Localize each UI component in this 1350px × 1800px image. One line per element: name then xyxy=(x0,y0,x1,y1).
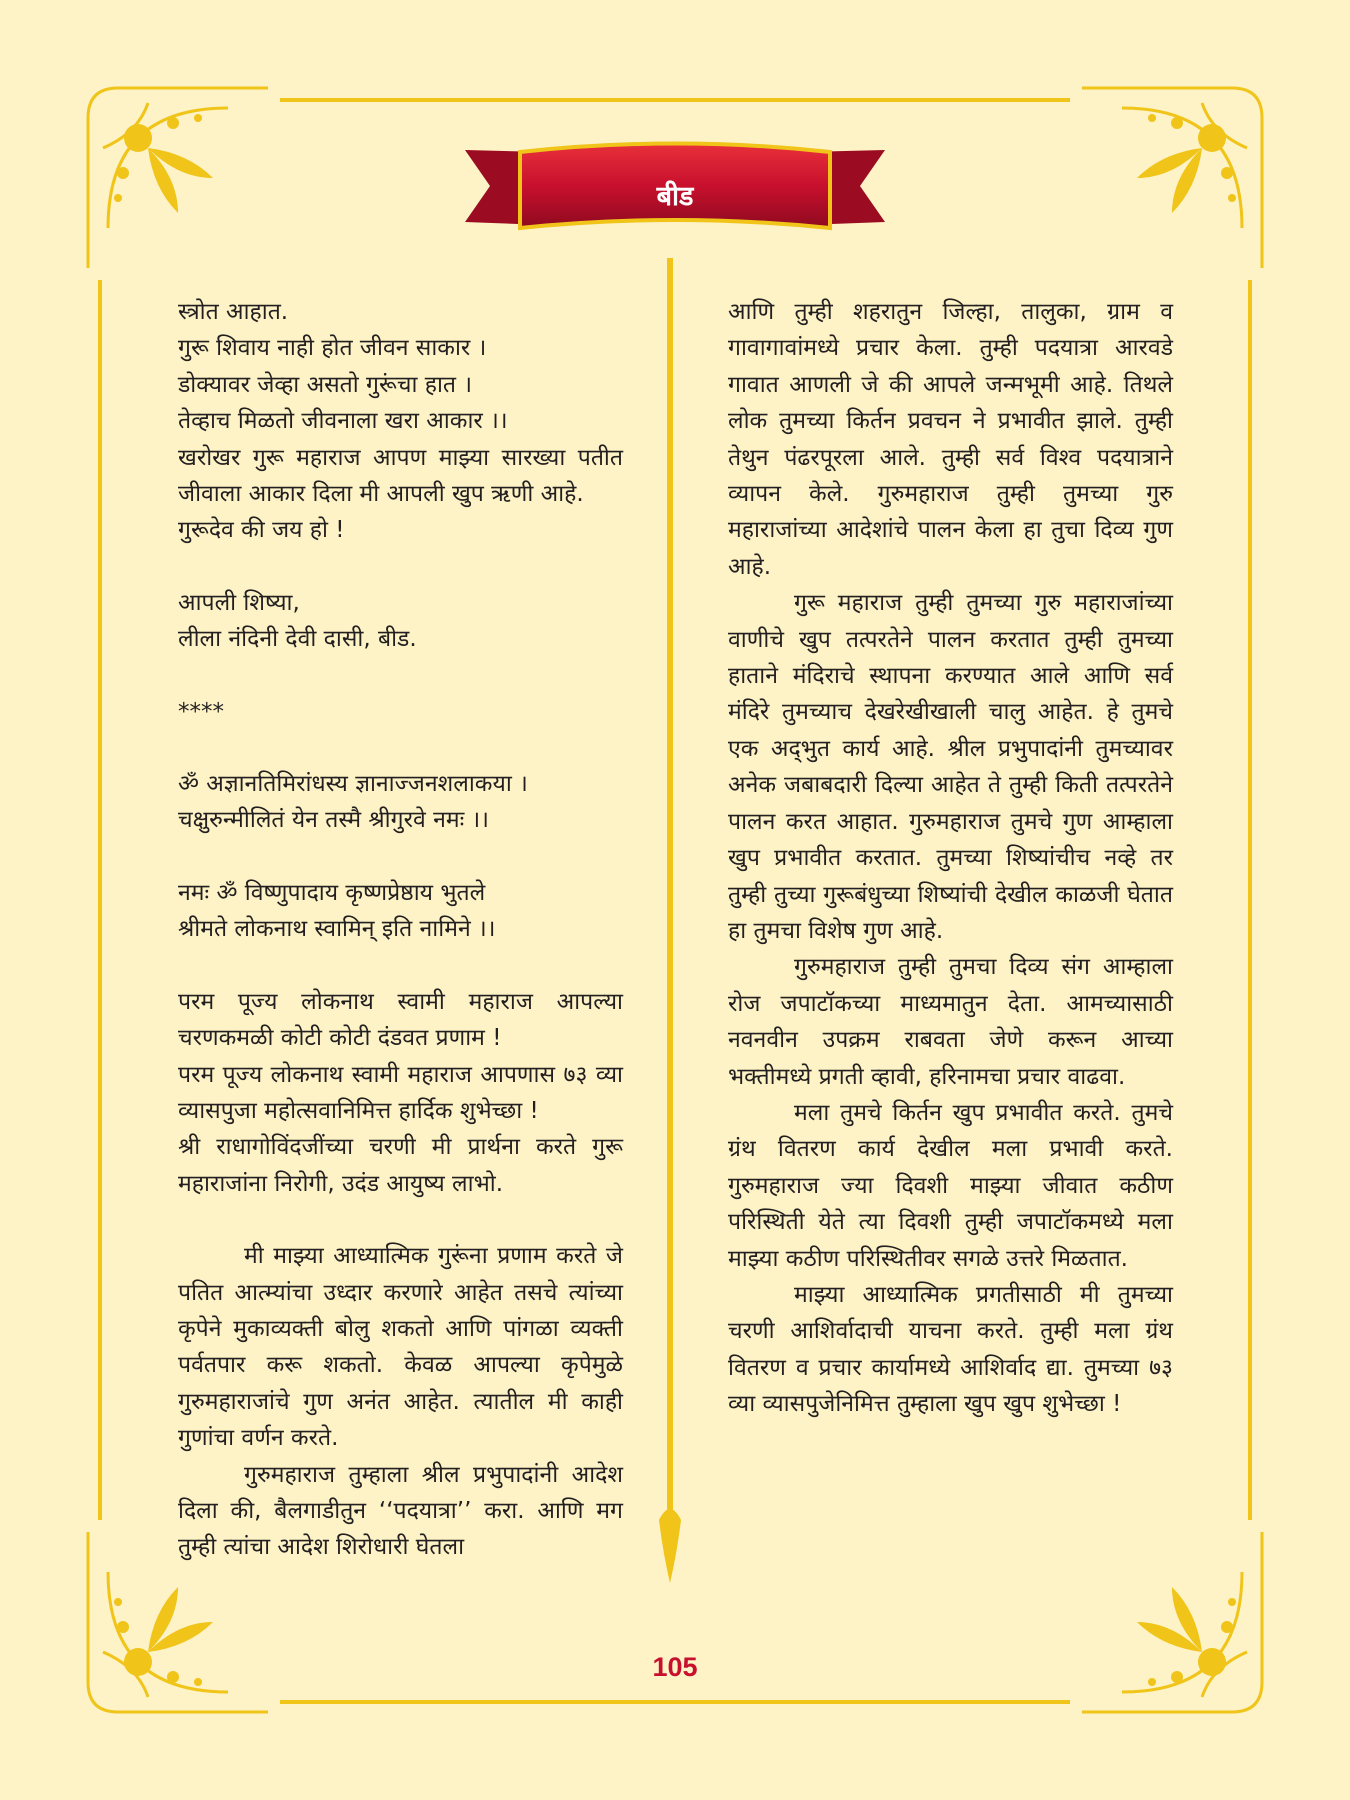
paragraph: खरोखर गुरू महाराज आपण माझ्या सारख्या पतीत जीवाला आकार दिला मी आपली खुप ऋणी आहे. xyxy=(178,444,623,508)
text-line: तेव्हाच मिळतो जीवनाला खरा आकार ।। xyxy=(178,408,508,435)
verse-line: चक्षुरुन्मीलितं येन तस्मै श्रीगुरवे नमः ।। xyxy=(178,807,489,834)
paragraph: माझ्या आध्यात्मिक प्रगतीसाठी मी तुमच्या चरणी आशिर्वादाची याचना करते. तुम्ही मला ग्रंथ वितरण व प्रचार कार्यामध्ये आशिर्वाद द्या. तुमच्या ७३ व्या व्यासपुजेनिमित्त तुम्हाला खुप खुप शुभेच्छा ! xyxy=(728,1281,1173,1418)
column-divider xyxy=(657,258,683,1588)
paragraph: परम पूज्य लोकनाथ स्वामी महाराज आपणास ७३ व्या व्यासपुजा महोत्सवानिमित्त हार्दिक शुभेच्छा ! xyxy=(178,1061,623,1124)
text-line: गुरू शिवाय नाही होत जीवन साकार । xyxy=(178,335,487,362)
signature-line: लीला नंदिनी देवी दासी, बीड. xyxy=(178,626,417,653)
verse-line: नमः ॐ विष्णुपादाय कृष्णप्रेष्ठाय भुतले xyxy=(178,879,486,906)
verse-line: ॐ अज्ञानतिमिरांधस्य ज्ञानाज्जनशलाकया । xyxy=(178,771,528,798)
left-column xyxy=(178,294,623,1566)
paragraph: श्री राधागोविंदजींच्या चरणी मी प्रार्थना करते गुरू महाराजांना निरोगी, उदंड आयुष्य लाभो. xyxy=(178,1134,623,1197)
corner-ornament-top-left xyxy=(78,78,278,278)
page-number: 105 xyxy=(652,1652,698,1682)
corner-ornament-bottom-right xyxy=(1072,1522,1272,1722)
frame-bottom-line xyxy=(280,1700,1070,1704)
paragraph: मी माझ्या आध्यात्मिक गुरूंना प्रणाम करते जे पतित आत्म्यांचा उध्दार करणारे आहेत तसचे त्यांच्या कृपेने मुकाव्यक्ती बोलु शकतो आणि पांगळा व्यक्ती पर्वतपार करू शकतो. केवळ आपल्या कृपेमुळे गुरुमहाराजांचे गुण अनंत आहेत. त्यातील मी काही गुणांचा वर्णन करते. xyxy=(178,1243,623,1452)
page-title: बीड xyxy=(656,181,694,212)
right-column xyxy=(728,294,1173,1423)
corner-ornament-top-right xyxy=(1072,78,1272,278)
signature-line: आपली शिष्या, xyxy=(178,589,300,616)
frame-top-line xyxy=(280,98,1070,102)
text-line: स्त्रोत आहात. xyxy=(178,299,289,325)
paragraph: गुरुमहाराज तुम्हाला श्रील प्रभुपादांनी आदेश दिला की, बैलगाडीतुन ‘‘पदयात्रा’’ करा. आणि मग तुम्ही त्यांचा आदेश शिरोधारी घेतला xyxy=(178,1461,623,1561)
paragraph: गुरुमहाराज तुम्ही तुमचा दिव्य संग आम्हाला रोज जपाटॉकच्या माध्यमातुन देता. आमच्यासाठी नवनवीन उपक्रम राबवता जेणे करून आच्या भक्तीमध्ये प्रगती व्हावी, हरिनामचा प्रचार वाढवा. xyxy=(728,954,1173,1090)
paragraph: मला तुमचे किर्तन खुप प्रभावीत करते. तुमचे ग्रंथ वितरण कार्य देखील मला प्रभावी करते. गुरुमहाराज ज्या दिवशी माझ्या जीवात कठीण परिस्थिती येते त्या दिवशी तुम्ही जपाटॉकमध्ये मला माझ्या कठीण परिस्थितीवर सगळे उत्तरे मिळतात. xyxy=(728,1099,1173,1272)
verse-line: श्रीमते लोकनाथ स्वामिन् इति नामिने ।। xyxy=(178,916,496,943)
frame-left-line xyxy=(98,280,102,1520)
paragraph: परम पूज्य लोकनाथ स्वामी महाराज आपल्या चरणकमळी कोटी कोटी दंडवत प्रणाम ! xyxy=(178,988,623,1052)
text-line: गुरूदेव की जय हो ! xyxy=(178,517,345,544)
section-separator: **** xyxy=(178,698,224,725)
paragraph: गुरू महाराज तुम्ही तुमच्या गुरु महाराजांच्या वाणीचे खुप तत्परतेने पालन करतात तुम्ही तुमच्या हाताने मंदिराचे स्थापना करण्यात आले आणि सर्व मंदिरे तुमच्याच देखरेखीखाली चालु आहेत. हे तुमचे एक अद्‌भुत कार्य आहे. श्रील प्रभुपादांनी तुमच्यावर अनेक जबाबदारी दिल्या आहेत ते तुम्ही किती तत्परतेने पालन करत आहात. गुरुमहाराज तुमचे गुण आम्हाला खुप प्रभावीत करतात. तुमच्या शिष्यांचीच नव्हे तर तुम्ही तुच्या गुरूबंधुच्या शिष्यांची देखील काळजी घेतात हा तुमचा विशेष गुण आहे. xyxy=(728,590,1173,944)
text-line: डोक्यावर जेव्हा असतो गुरूंचा हात । xyxy=(178,371,473,398)
paragraph: आणि तुम्ही शहरातुन जिल्हा, तालुका, ग्राम व गावागावांमध्ये प्रचार केला. तुम्ही पदयात्रा आरवडे गावात आणली जे की आपले जन्मभूमी आहे. तिथले लोक तुमच्या किर्तन प्रवचन ने प्रभावीत झाले. तुम्ही तेथुन पंढरपूरला आले. तुम्ही सर्व विश्व पदयात्राने व्यापन केले. गुरुमहाराज तुम्ही तुमच्या गुरु महाराजांच्या आदेशांचे पालन केला हा तुचा दिव्य गुण आहे. xyxy=(728,299,1173,580)
frame-right-line xyxy=(1248,280,1252,1520)
